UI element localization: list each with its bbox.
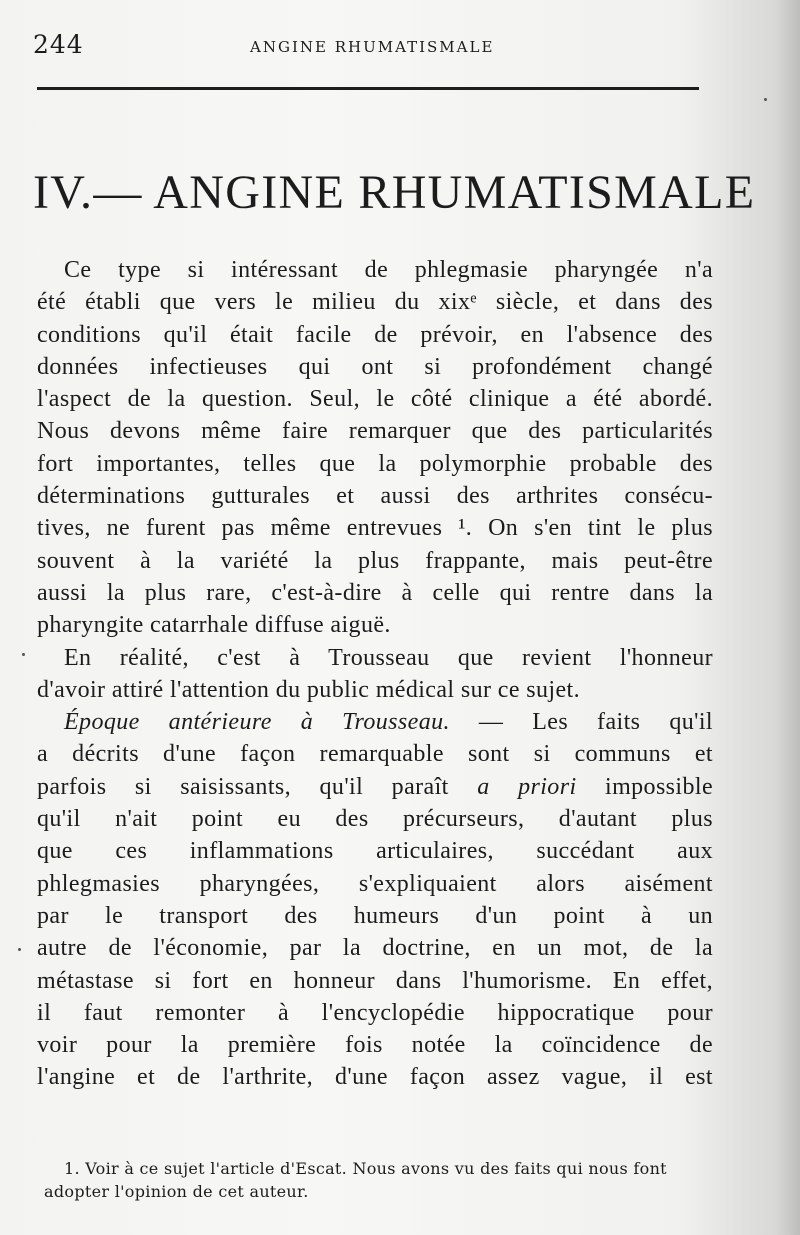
chapter-title: IV.— ANGINE RHUMATISMALE [33,166,756,219]
italic-heading: Époque antérieure à Trousseau. [64,709,450,736]
text-line [37,706,713,738]
text-line: En réalité, c'est à Trousseau que revient l'honneur [64,644,713,671]
ink-speck [18,948,21,951]
footnote [44,1157,720,1203]
text-line: pharyngite catarrhale diffuse aiguë. [37,612,391,639]
text-line: tives, ne furent pas même entrevues ¹. On s'en tint le plus [37,515,713,542]
body-text [37,254,713,1094]
text-line: fort importantes, telles que la polymorphie probable des [37,450,713,477]
footnote-line: adopter l'opinion de cet auteur. [44,1182,309,1201]
header-rule [37,87,699,90]
text-line: déterminations gutturales et aussi des arthrites consécu- [37,483,713,510]
page-number: 244 [33,30,84,59]
text-line: a décrits d'une façon remarquable sont si communs et [37,741,713,768]
ink-speck [764,98,767,101]
italic-phrase: a priori [477,773,577,800]
text-line [37,771,713,803]
running-head: ANGINE RHUMATISMALE [250,38,495,56]
footnote-line: 1. Voir à ce sujet l'article d'Escat. Nous avons vu des faits qui nous font [64,1159,667,1178]
text-line: autre de l'économie, par la doctrine, en un mot, de la [37,935,713,962]
text-line: données infectieuses qui ont si profondément changé [37,353,713,380]
text-line: l'angine et de l'arthrite, d'une façon assez vague, il est [37,1064,713,1091]
text-line: été établi que vers le milieu du xixᵉ siècle, et dans des [37,289,713,316]
text-span: impossible [576,773,714,800]
text-line: phlegmasies pharyngées, s'expliquaient alors aisément [37,870,713,897]
text-line: conditions qu'il était facile de prévoir, en l'absence des [37,321,713,348]
text-line: souvent à la variété la plus frappante, mais peut-être [37,547,713,574]
text-line: aussi la plus rare, c'est-à-dire à celle qui rentre dans la [37,579,713,606]
text-span: — Les faits qu'il [449,709,713,736]
text-line: d'avoir attiré l'attention du public médical sur ce sujet. [37,676,581,703]
text-span: parfois si saisissants, qu'il paraît [37,773,478,800]
text-line: l'aspect de la question. Seul, le côté clinique a été abordé. [37,386,713,413]
text-line: Ce type si intéressant de phlegmasie pharyngée n'a [64,257,713,283]
text-line: qu'il n'ait point eu des précurseurs, d'autant plus [37,806,713,833]
text-line: voir pour la première fois notée la coïncidence de [37,1032,713,1059]
text-line: que ces inflammations articulaires, succédant aux [37,838,713,865]
text-line: il faut remonter à l'encyclopédie hippocratique pour [37,999,713,1026]
text-line: métastase si fort en honneur dans l'humorisme. En effet, [37,967,713,994]
text-line: par le transport des humeurs d'un point à un [37,902,713,929]
text-line: Nous devons même faire remarquer que des particularités [37,418,713,445]
ink-speck [22,653,25,656]
